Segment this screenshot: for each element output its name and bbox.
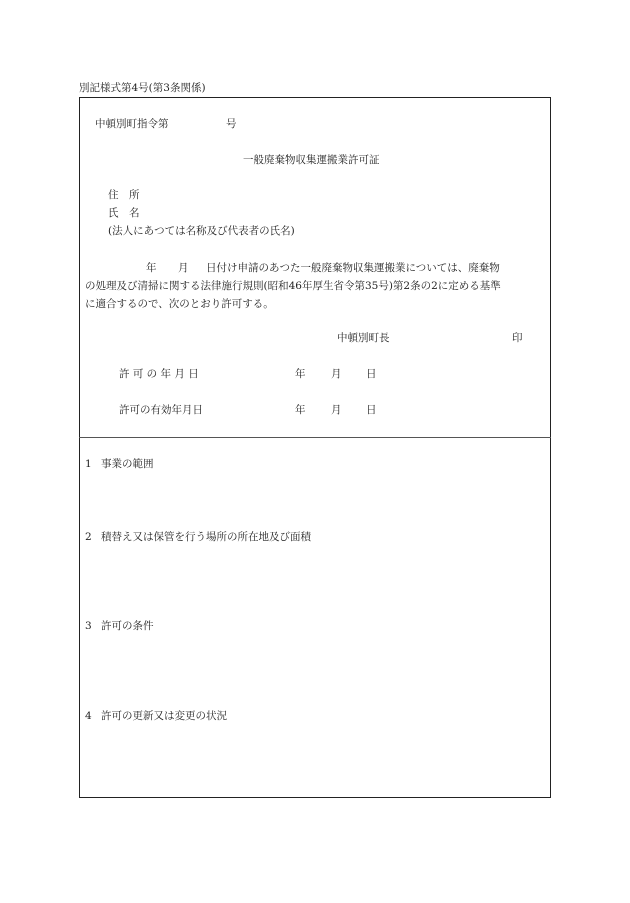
section-4-label: 許可の更新又は変更の状況 [101, 710, 227, 722]
name-label: 氏 名 [108, 207, 140, 219]
section-3-number: 3 [85, 620, 92, 632]
section-2-number: 2 [85, 531, 92, 543]
seal-mark: 印 [512, 332, 523, 344]
permit-form-box [79, 97, 551, 798]
valid-date-label: 許可の有効年月日 [119, 404, 203, 416]
permit-date-year: 年 [295, 368, 306, 380]
valid-date-year: 年 [295, 404, 306, 416]
issuer-name: 中頓別町長 [337, 332, 390, 344]
permit-number-prefix: 中頓別町指令第 [95, 118, 169, 130]
permit-date-month: 月 [331, 368, 342, 380]
statement-year: 年 [146, 262, 157, 274]
section-divider [79, 437, 551, 438]
statement-line-2: の処理及び清掃に関する法律施行規則(昭和46年厚生省令第35号)第2条の2に定める基準 [85, 280, 501, 292]
valid-date-day: 日 [366, 404, 377, 416]
permit-number-suffix: 号 [226, 118, 237, 130]
permit-date-day: 日 [366, 368, 377, 380]
section-3-label: 許可の条件 [101, 620, 154, 632]
statement-line-3: に適合するので、次のとおり許可する。 [85, 298, 274, 310]
permit-date-label: 許 可 の 年 月 日 [119, 368, 199, 380]
section-1-number: 1 [85, 458, 92, 470]
section-2-label: 積替え又は保管を行う場所の所在地及び面積 [101, 531, 311, 543]
statement-line-1: 日付け申請のあつた一般廃棄物収集運搬業については、廃棄物 [206, 262, 500, 274]
form-label: 別記様式第4号(第3条関係) [79, 82, 206, 94]
section-1-label: 事業の範囲 [101, 458, 154, 470]
section-4-number: 4 [85, 710, 92, 722]
permit-title: 一般廃棄物収集運搬業許可証 [243, 154, 380, 166]
address-label: 住 所 [108, 189, 140, 201]
corporate-note: (法人にあつては名称及び代表者の氏名) [108, 225, 295, 237]
statement-month: 月 [178, 262, 189, 274]
valid-date-month: 月 [331, 404, 342, 416]
